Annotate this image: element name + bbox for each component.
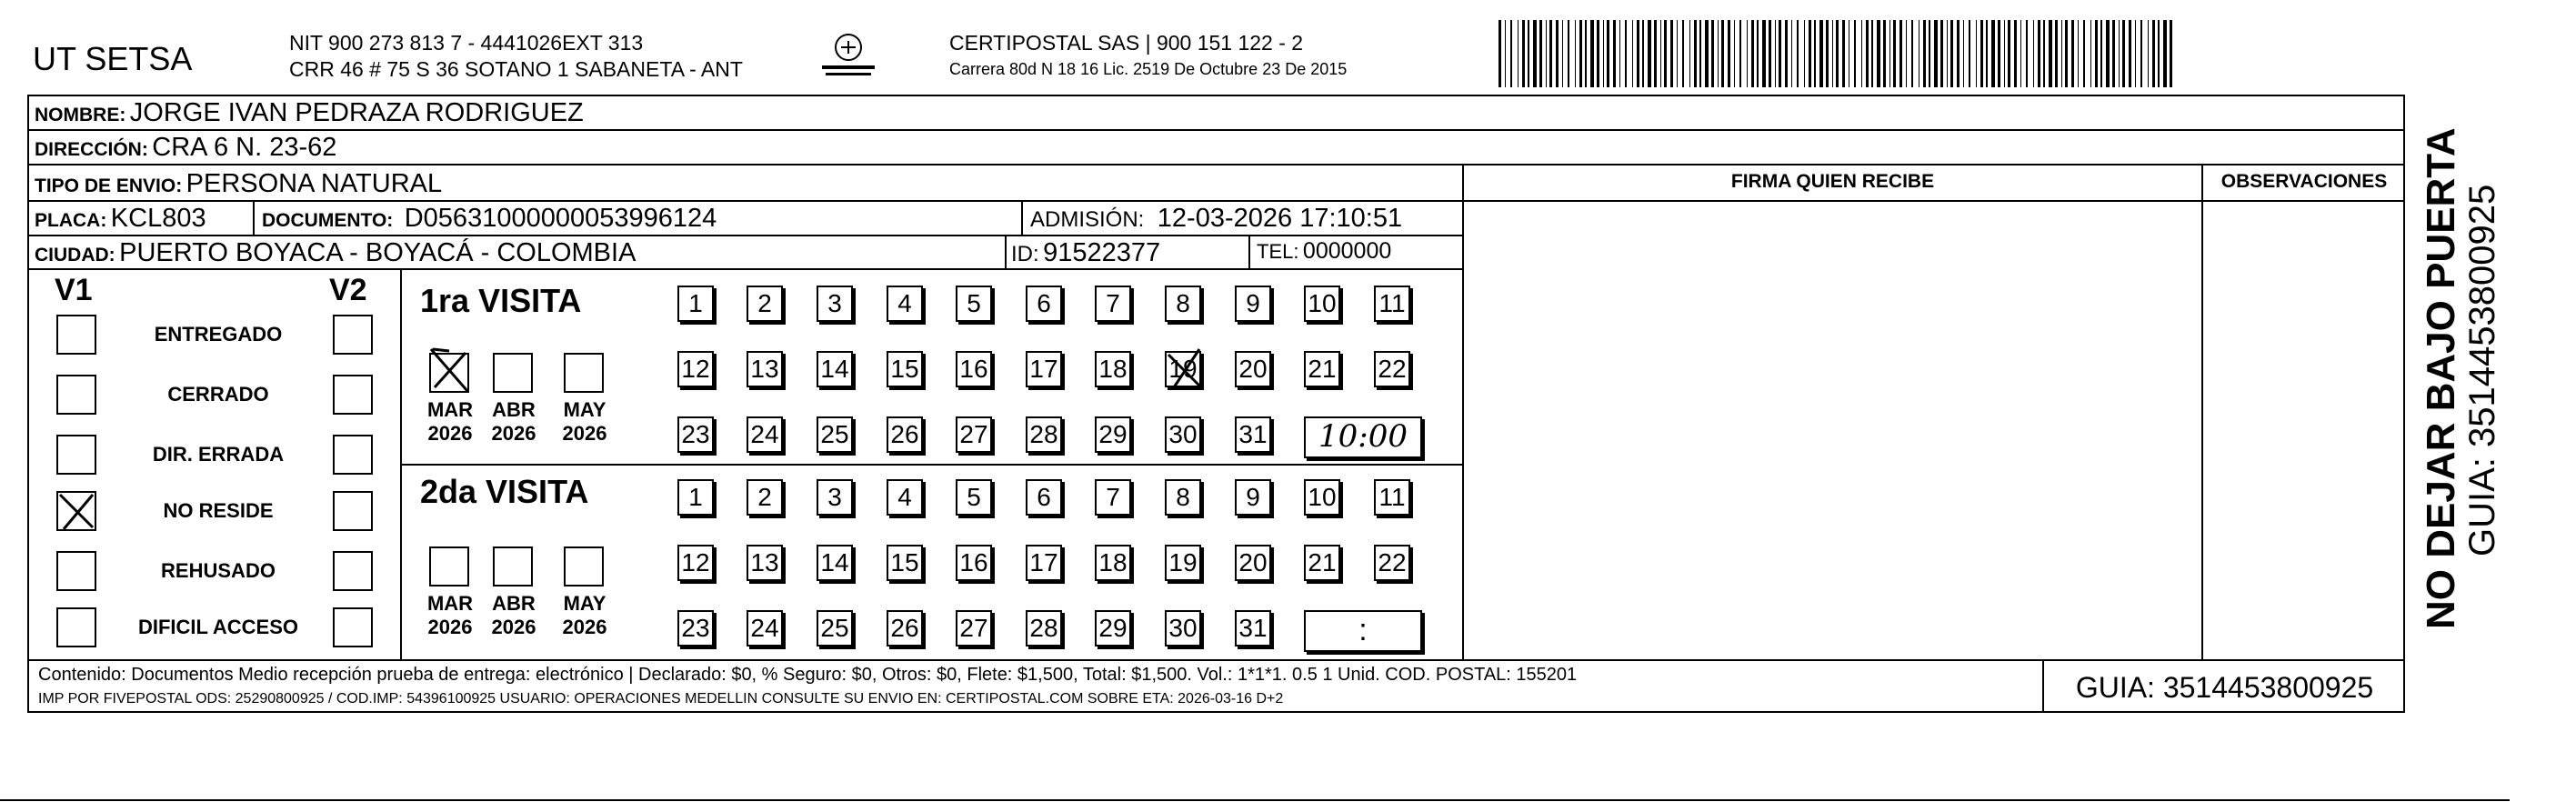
month-year: 2026 xyxy=(427,422,473,445)
first-visit-day[interactable]: 13 xyxy=(747,351,783,387)
nombre-field xyxy=(35,98,584,128)
nit-line: NIT 900 273 813 7 - 4441026EXT 313 xyxy=(289,31,644,55)
status-label: CERRADO xyxy=(167,383,269,406)
status-label: DIFICIL ACCESO xyxy=(137,616,298,638)
second-visit-day[interactable]: 11 xyxy=(1374,479,1410,516)
first-visit-day[interactable]: 25 xyxy=(817,416,853,453)
second-visit-day[interactable]: 6 xyxy=(1026,479,1062,516)
month-year: 2026 xyxy=(562,422,607,445)
first-visit-day[interactable]: 8 xyxy=(1165,286,1201,322)
day-cross-mark xyxy=(1165,347,1205,394)
v2-checkbox[interactable] xyxy=(333,315,373,355)
first-visit-day[interactable]: 30 xyxy=(1165,416,1201,453)
status-label: ENTREGADO xyxy=(154,323,283,346)
footer-print-info: IMP POR FIVEPOSTAL ODS: 25290800925 / COD.IMP: 54396100925 USUARIO: OPERACIONES MEDELLIN CONSULTE SU ENVIO EN: CERTIPOSTAL.COM SOBRE ETA: 2026-03-16 D+2 xyxy=(38,691,1284,707)
id-value: 91522377 xyxy=(1043,238,1161,267)
placa-field xyxy=(35,204,206,234)
first-visit-month-box[interactable] xyxy=(493,353,533,393)
documento-value: D05631000000053996124 xyxy=(404,204,717,233)
first-visit-title: 1ra VISITA xyxy=(420,282,582,319)
first-visit-day[interactable]: 31 xyxy=(1235,416,1271,453)
second-visit-title: 2da VISITA xyxy=(420,473,589,510)
v2-checkbox[interactable] xyxy=(333,435,373,475)
no-dejar-warning: NO DEJAR BAJO PUERTA xyxy=(2419,127,2463,629)
second-visit-day[interactable]: 1 xyxy=(677,479,714,516)
v2-checkbox[interactable] xyxy=(333,491,373,531)
second-visit-day[interactable]: 21 xyxy=(1304,545,1340,581)
v1-checkbox[interactable] xyxy=(56,375,96,415)
first-visit-day[interactable]: 29 xyxy=(1095,416,1131,453)
second-visit-day[interactable]: 26 xyxy=(887,610,923,647)
v2-label: V2 xyxy=(329,273,367,307)
first-visit-day[interactable]: 26 xyxy=(887,416,923,453)
month-year: 2026 xyxy=(562,616,607,638)
first-visit-day[interactable]: 20 xyxy=(1235,351,1271,387)
first-visit-day[interactable]: 22 xyxy=(1374,351,1410,387)
month-year: 2026 xyxy=(491,616,536,638)
second-visit-day[interactable]: 13 xyxy=(747,545,783,581)
placa-value: KCL803 xyxy=(110,204,206,233)
status-label: NO RESIDE xyxy=(163,499,274,522)
first-visit-day[interactable]: 6 xyxy=(1026,286,1062,322)
v2-checkbox[interactable] xyxy=(333,551,373,591)
admision-value: 12-03-2026 17:10:51 xyxy=(1157,204,1403,233)
second-visit-day[interactable]: 8 xyxy=(1165,479,1201,516)
observations-area[interactable] xyxy=(2205,202,2403,657)
first-visit-time-box[interactable]: 10:00 xyxy=(1304,416,1422,458)
id-label: ID: xyxy=(1011,242,1039,266)
second-visit-day[interactable]: 24 xyxy=(747,610,783,647)
month-name: ABR xyxy=(492,398,536,421)
barcode xyxy=(1498,20,2179,87)
admision-field xyxy=(1030,204,1402,234)
observaciones-heading: OBSERVACIONES xyxy=(2220,171,2388,192)
first-visit-day[interactable]: 21 xyxy=(1304,351,1340,387)
second-visit-day[interactable]: 20 xyxy=(1235,545,1271,581)
address-line: CRR 46 # 75 S 36 SOTANO 1 SABANETA - ANT xyxy=(289,57,743,81)
second-visit-day[interactable]: 29 xyxy=(1095,610,1131,647)
second-visit-month-box[interactable] xyxy=(429,546,469,586)
second-visit-day[interactable]: 17 xyxy=(1026,545,1062,581)
first-visit-day[interactable]: 16 xyxy=(956,351,992,387)
month-year: 2026 xyxy=(491,422,536,445)
status-label: DIR. ERRADA xyxy=(152,443,285,466)
ciudad-value: PUERTO BOYACA - BOYACÁ - COLOMBIA xyxy=(119,238,636,267)
second-visit-day[interactable]: 2 xyxy=(747,479,783,516)
second-visit-day[interactable]: 31 xyxy=(1235,610,1271,647)
month-name: MAR xyxy=(426,592,474,615)
first-visit-day[interactable]: 9 xyxy=(1235,286,1271,322)
footer-guia: GUIA: 3514453800925 xyxy=(2075,671,2374,704)
first-visit-day[interactable]: 24 xyxy=(747,416,783,453)
company-name: UT SETSA xyxy=(33,40,193,77)
tipo-envio-label: TIPO DE ENVIO: xyxy=(35,175,183,196)
footer-contents: Contenido: Documentos Medio recepción prueba de entrega: electrónico | Declarado: $0, % Seguro: $0, Otros: $0, Flete: $1,500, Total: $1,500. Vol.: 1*1*1. 0.5 1 Unid. COD. POSTAL: 155201 xyxy=(38,665,1578,685)
first-visit-day[interactable]: 27 xyxy=(956,416,992,453)
first-visit-day[interactable]: 28 xyxy=(1026,416,1062,453)
first-visit-day[interactable]: 10 xyxy=(1304,286,1340,322)
month-name: MAR xyxy=(426,398,474,421)
ciudad-label: CIUDAD: xyxy=(35,245,115,266)
direccion-value: CRA 6 N. 23-62 xyxy=(152,133,337,162)
page-edge xyxy=(0,799,2510,801)
direccion-field xyxy=(35,133,336,163)
second-visit-day[interactable]: 30 xyxy=(1165,610,1201,647)
first-visit-day[interactable]: 15 xyxy=(887,351,923,387)
v1-checkbox[interactable] xyxy=(56,315,96,355)
second-visit-day[interactable]: 4 xyxy=(887,479,923,516)
first-visit-day[interactable]: 19 xyxy=(1165,351,1201,387)
first-visit-month-box[interactable] xyxy=(429,353,469,393)
first-visit-day[interactable]: 5 xyxy=(956,286,992,322)
signature-area[interactable] xyxy=(1466,202,2200,657)
tipo-envio-field xyxy=(35,169,442,199)
status-label: REHUSADO xyxy=(161,559,276,582)
direccion-label: DIRECCIÓN: xyxy=(35,139,148,160)
tipo-envio-value: PERSONA NATURAL xyxy=(185,169,443,198)
second-visit-day[interactable]: 9 xyxy=(1235,479,1271,516)
carrier-address: Carrera 80d N 18 16 Lic. 2519 De Octubre 23 De 2015 xyxy=(949,60,1348,78)
first-visit-day[interactable]: 17 xyxy=(1026,351,1062,387)
first-visit-day[interactable]: 11 xyxy=(1374,286,1410,322)
nombre-label: NOMBRE: xyxy=(35,105,126,125)
first-visit-day[interactable]: 2 xyxy=(747,286,783,322)
second-visit-month-box[interactable] xyxy=(493,546,533,586)
second-visit-day[interactable]: 22 xyxy=(1374,545,1410,581)
second-visit-time-box[interactable]: : xyxy=(1304,610,1422,652)
v1-checkbox[interactable] xyxy=(56,607,96,647)
second-visit-day[interactable]: 18 xyxy=(1095,545,1131,581)
first-visit-day[interactable]: 4 xyxy=(887,286,923,322)
first-visit-day[interactable]: 12 xyxy=(677,351,714,387)
first-visit-day[interactable]: 14 xyxy=(817,351,853,387)
second-visit-day[interactable]: 27 xyxy=(956,610,992,647)
tel-value: 0000000 xyxy=(1302,238,1392,264)
tel-field xyxy=(1257,238,1391,265)
ciudad-field xyxy=(35,238,636,268)
second-visit-day[interactable]: 15 xyxy=(887,545,923,581)
v2-checkbox[interactable] xyxy=(333,375,373,415)
second-visit-day[interactable]: 5 xyxy=(956,479,992,516)
second-visit-day[interactable]: 25 xyxy=(817,610,853,647)
carrier-line: CERTIPOSTAL SAS | 900 151 122 - 2 xyxy=(949,31,1304,55)
first-visit-day[interactable]: 18 xyxy=(1095,351,1131,387)
month-name: MAY xyxy=(563,592,606,615)
id-field xyxy=(1011,238,1160,268)
month-name: ABR xyxy=(492,592,536,615)
second-visit-day[interactable]: 19 xyxy=(1165,545,1201,581)
second-visit-day[interactable]: 23 xyxy=(677,610,714,647)
v1-checkbox[interactable] xyxy=(56,491,96,531)
second-visit-day[interactable]: 3 xyxy=(817,479,853,516)
month-name: MAY xyxy=(563,398,606,421)
second-visit-day[interactable]: 10 xyxy=(1304,479,1340,516)
tel-label: TEL: xyxy=(1257,240,1299,263)
v2-checkbox[interactable] xyxy=(333,607,373,647)
second-visit-day[interactable]: 7 xyxy=(1095,479,1131,516)
documento-field xyxy=(262,204,717,234)
side-guia: GUIA: 3514453800925 xyxy=(2462,184,2502,556)
second-visit-month-box[interactable] xyxy=(564,546,604,586)
second-visit-day[interactable]: 16 xyxy=(956,545,992,581)
second-visit-day[interactable]: 14 xyxy=(817,545,853,581)
second-visit-day[interactable]: 12 xyxy=(677,545,714,581)
first-visit-day[interactable]: 23 xyxy=(677,416,714,453)
firma-heading: FIRMA QUIEN RECIBE xyxy=(1730,171,1935,192)
first-visit-month-box[interactable] xyxy=(564,353,604,393)
second-visit-day[interactable]: 28 xyxy=(1026,610,1062,647)
v1-checkbox[interactable] xyxy=(56,435,96,475)
first-visit-day[interactable]: 3 xyxy=(817,286,853,322)
v1-checkbox[interactable] xyxy=(56,551,96,591)
first-visit-day[interactable]: 1 xyxy=(677,286,714,322)
documento-label: DOCUMENTO: xyxy=(262,210,394,231)
certipostal-logo xyxy=(817,27,880,91)
admision-label: ADMISIÓN: xyxy=(1030,207,1145,232)
placa-label: PLACA: xyxy=(35,210,107,231)
first-visit-day[interactable]: 7 xyxy=(1095,286,1131,322)
month-year: 2026 xyxy=(427,616,473,638)
nombre-value: JORGE IVAN PEDRAZA RODRIGUEZ xyxy=(129,98,584,127)
v1-label: V1 xyxy=(55,273,93,307)
